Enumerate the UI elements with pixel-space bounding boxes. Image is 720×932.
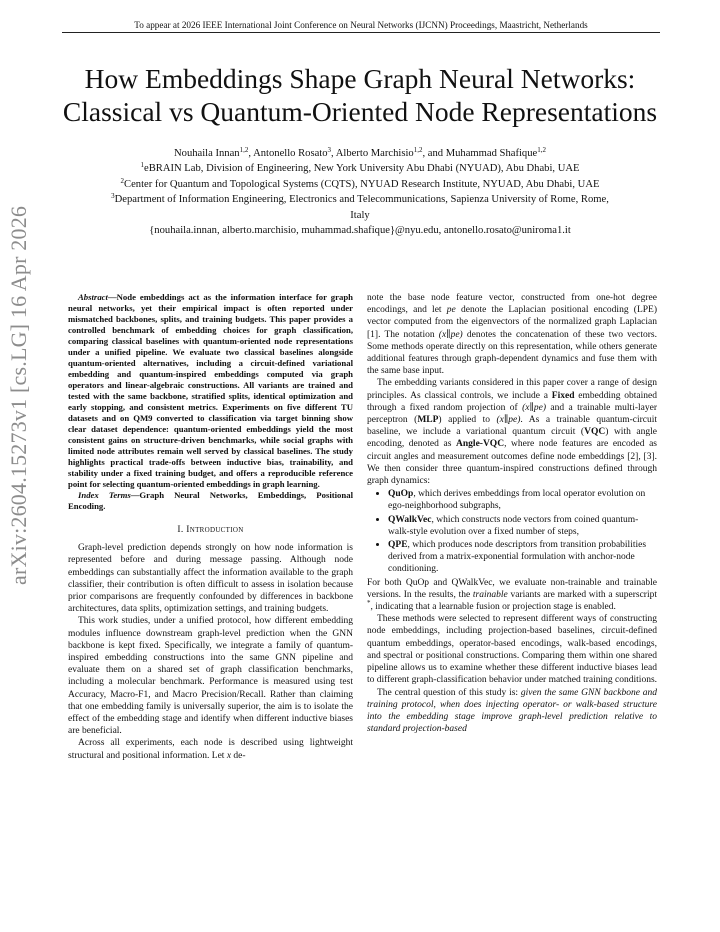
affiliation-1-mark: 1	[140, 161, 144, 170]
author-sep: ,	[331, 148, 336, 159]
title-line-1: How Embeddings Shape Graph Neural Networks:	[84, 63, 636, 94]
author-sep: , and	[422, 148, 446, 159]
intro-paragraph-1: Graph-level prediction depends strongly on how node information is represented before and during message passing. Although node embeddings can substantially affect the information available to the graph classifier, their contribution is often difficult to assess in isolation because prior comparisons are frequently confounded by differences in backbone architectures, data splits, optimization settings, and training budgets.	[68, 543, 353, 615]
body-paragraph-1	[367, 292, 657, 377]
body-paragraph-3	[367, 577, 657, 614]
title-line-2: Classical vs Quantum-Oriented Node Representations	[62, 96, 658, 127]
section-numeral: I.	[177, 525, 187, 535]
math-var: pe	[446, 305, 456, 316]
text-run: , where node features are encoded as circuit angles and measurement outcomes define node embeddings [2], [3]. We then consider three quantum-inspired constructions defined through graph dynamics:	[367, 439, 658, 487]
text-run: denotes the concatenation of these two vectors. Some methods operate directly on this representation, while others generate additional features through graph-dependent dynamics and fuse them with the same base input.	[367, 329, 657, 377]
list-item	[388, 488, 657, 512]
term-vqc: VQC	[584, 427, 606, 438]
index-terms	[68, 490, 353, 512]
author-sep: ,	[248, 148, 254, 159]
affiliation-3-text: Department of Information Engineering, Electronics and Telecommunications, Sapienza University of Rome, Rome,	[114, 194, 609, 206]
intro-paragraph-3	[68, 737, 353, 761]
method-desc: , which derives embeddings from local operator evolution on ego-neighborhood subgraphs,	[388, 489, 646, 512]
method-name: QWalkVec	[388, 514, 432, 525]
author-names	[50, 146, 670, 161]
affiliation-3	[50, 192, 670, 207]
author-block	[50, 146, 670, 238]
text-run: ) with angle encoding, denoted as	[367, 427, 657, 450]
text-run: Across all experiments, each node is described using lightweight structural and positional information. Let	[68, 738, 353, 761]
body-paragraph-2	[367, 377, 657, 487]
text-run: note the base node feature vector, constructed from one-hot degree encodings, and let	[367, 293, 657, 316]
text-run: embedding obtained through a fixed random projection of	[367, 390, 657, 413]
math-expr: (x∥pe)	[438, 329, 463, 340]
arxiv-stamp[interactable]: arXiv:2604.15273v1 [cs.LG] 16 Apr 2026	[6, 205, 31, 585]
affiliation-2-text: Center for Quantum and Topological Systems (CQTS), NYUAD Research Institute, NYUAD, Abu Dhabi, UAE	[124, 178, 600, 190]
abstract	[68, 292, 353, 490]
text-run: de-	[231, 750, 246, 761]
body-paragraph-4: These methods were selected to represent different ways of constructing node embeddings, including projection-based baselines, circuit-defined quantum embeddings, operator-based encodings, walk-based encodings, and spectral or positional constructions. Comparing them within one shared pipeline allows us to examine whether these different inductive biases lead to different graph-classification behavior under matched training conditions.	[367, 614, 658, 686]
research-question: given the same GNN backbone and training protocol, when does injecting operator- or walk-based structure into the embedding stage improve graph-level prediction relative to standard projection-based	[367, 687, 657, 735]
list-item	[388, 539, 657, 576]
superscript-star: *	[367, 599, 371, 608]
term-mlp: MLP	[417, 415, 439, 426]
term-angle-vqc: Angle-VQC	[456, 439, 505, 450]
text-run: denote the Laplacian positional encoding (LPE) vector computed from the eigenvectors of the normalized graph Laplacian [1]. The notation	[367, 305, 658, 340]
text-run: For both QuOp and QWalkVec, we evaluate non-trainable and trainable versions. In the results, the	[367, 577, 657, 600]
author-3-affil: 1,2	[413, 146, 423, 154]
math-expr: (x∥pe)	[522, 402, 547, 413]
affiliation-3-mark: 3	[111, 192, 115, 201]
emph-trainable: trainable	[472, 589, 508, 600]
method-desc: , which produces node descriptors from transition probabilities derived from a matrix-exponential formulation with anchor-node conditioning.	[388, 540, 647, 575]
text-run: . As a trainable quantum-circuit baseline, we include a variational quantum circuit (	[367, 415, 658, 438]
method-name: QPE	[388, 540, 408, 551]
body-paragraph-5	[367, 687, 657, 736]
left-column	[68, 292, 353, 762]
affiliation-2-mark: 2	[120, 176, 125, 185]
paper-title	[40, 62, 680, 128]
author-3: Alberto Marchisio	[335, 148, 414, 159]
affiliation-3-cont: Italy	[350, 209, 370, 221]
term-fixed: Fixed	[551, 390, 575, 401]
right-column	[367, 292, 657, 735]
text-run: The central question of this study is:	[377, 687, 521, 698]
abstract-label: Abstract	[78, 292, 108, 302]
running-head: To appear at 2026 IEEE International Joint Conference on Neural Networks (IJCNN) Proceedings, Maastricht, Netherlands	[62, 20, 660, 33]
text-run: The embedding variants considered in this paper cover a range of design principles. As classical controls, we include a	[367, 378, 657, 401]
list-item	[388, 514, 657, 538]
text-run: and a trainable multi-layer perceptron (	[367, 402, 657, 426]
author-4-affil: 1,2	[537, 146, 546, 154]
author-1: Nouhaila Innan	[174, 148, 240, 159]
index-terms-body: —Graph Neural Networks, Embeddings, Positional Encoding.	[68, 490, 353, 511]
abstract-body: —Node embeddings act as the information interface for graph neural networks, yet their empirical impact is often reported under mismatched backbones, splits, and training budgets. This paper provides a controlled benchmark of embedding choices for graph classification, comparing classical baselines with quantum-oriented node representations under a unified pipeline. We evaluate two classical baselines alongside quantum-oriented alternatives, including a circuit-defined variational embedding and quantum-inspired embeddings computed via graph operators and linear-algebraic constructions. All variants are trained and tested with the same backbone, stratified splits, identical optimization and early stopping, and consistent metrics. Experiments on five different TU datasets and on QM9 converted to classification via target binning show clear dataset dependence: quantum-oriented embeddings yield the most consistent gains on structure-driven benchmarks, while social graphs with limited node attributes remain well served by classical baselines. The study highlights practical trade-offs between inductive bias, trainability, and stability under a fixed training budget, and offers a reproducible reference point for selecting quantum-oriented embeddings in graph learning.	[68, 292, 353, 489]
author-2-affil: 3	[327, 146, 332, 154]
text-run: variants are marked with a superscript	[507, 589, 657, 600]
index-terms-label: Index Terms	[78, 490, 131, 500]
author-2: Antonello Rosato	[253, 148, 328, 159]
affiliation-1-text: eBRAIN Lab, Division of Engineering, New York University Abu Dhabi (NYUAD), Abu Dhabi, UAE	[144, 163, 580, 175]
section-heading	[68, 524, 353, 536]
method-desc: , which constructs node vectors from coined quantum-walk-style evolution over a fixed number of steps,	[388, 514, 639, 537]
text-run: , indicating that a learnable fusion or projection stage is enabled.	[370, 602, 616, 613]
text-run: ) applied to	[438, 415, 497, 426]
affiliation-1	[50, 161, 670, 176]
math-expr: (x∥pe)	[496, 415, 521, 426]
intro-paragraph-2: This work studies, under a unified protocol, how different embedding modules influence downstream graph-level prediction when the GNN backbone is kept fixed. Specifically, we integrate a family of quantum-inspired embedding constructions into the same GNN pipeline and evaluate them on a shared set of graph classification benchmarks, including a molecular benchmark. Performance is measured using test Accuracy, Macro-F1, and Macro Precision/Recall. Rather than claiming that one embedding family is universally superior, the aim is to isolate the effect of the embedding stage and identify when different inductive biases are beneficial.	[68, 616, 353, 737]
author-4: Muhammad Shafique	[445, 148, 538, 159]
author-1-affil: 1,2	[239, 146, 249, 154]
math-var: x	[226, 750, 232, 761]
method-name: QuOp	[388, 489, 414, 500]
affiliation-2	[50, 177, 670, 192]
method-list	[367, 488, 657, 575]
author-emails: {nouhaila.innan, alberto.marchisio, muhammad.shafique}@nyu.edu, antonello.rosato@uniroma1.it	[149, 225, 571, 237]
section-name: Introduction	[186, 525, 244, 535]
